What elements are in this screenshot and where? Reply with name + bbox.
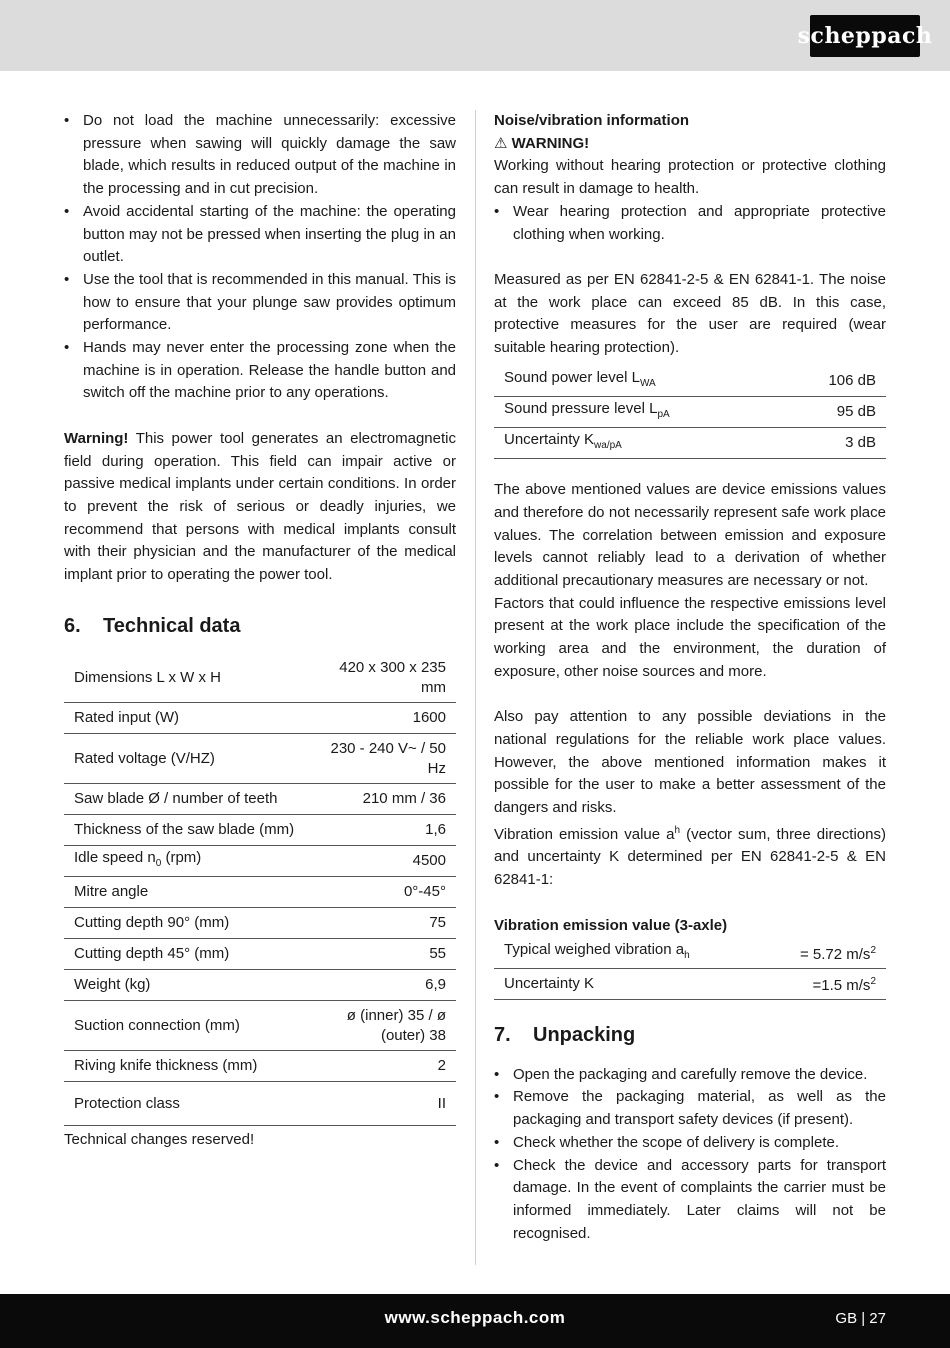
label-text: Sound pressure level L xyxy=(504,400,658,418)
section-heading-unpacking xyxy=(494,1018,886,1052)
list-item xyxy=(64,110,456,201)
emission-paragraph-1: The above mentioned values are device emissions values and therefore do not necessarily represent safe work place values. The correlation between emission and exposure levels cannot reliably lead to a derivation of whether additional precautionary measures are necessary or not. xyxy=(494,481,886,590)
value-text: = 5.72 m/s xyxy=(799,945,871,963)
bullet-icon: • xyxy=(64,339,70,357)
table-cell-value: 95 dB xyxy=(781,397,886,428)
table-row xyxy=(64,734,456,784)
label-text: Sound power level L xyxy=(504,368,640,386)
table-row xyxy=(494,428,886,459)
table-cell-value: 2 xyxy=(306,1051,456,1082)
value-superscript: 2 xyxy=(870,975,876,987)
table-cell-value: 1,6 xyxy=(306,815,456,846)
vibration-text-rest: (vector sum, three directions) and uncertainty K determined per EN 62841-2-5 & EN 62841-1: xyxy=(494,825,886,889)
table-row xyxy=(494,397,886,428)
bullet-icon: • xyxy=(494,202,500,220)
noise-vibration-heading: Noise/vibration information xyxy=(494,112,690,129)
list-item xyxy=(494,1155,886,1246)
section-title: Unpacking xyxy=(533,1023,636,1046)
table-row xyxy=(64,784,456,815)
hearing-warning-text: Working without hearing protection or protective clothing can result in damage to health. xyxy=(494,157,886,198)
section-heading-technical-data xyxy=(64,609,456,643)
table-cell-label xyxy=(64,846,306,877)
table-cell-value: 3 dB xyxy=(781,428,886,459)
list-item xyxy=(64,201,456,269)
table-cell-value: II xyxy=(306,1082,456,1126)
table-cell-label: Cutting depth 45° (mm) xyxy=(64,939,306,970)
table-row xyxy=(64,815,456,846)
table-cell-label: Suction connection (mm) xyxy=(64,1001,306,1051)
list-item-text: Remove the packaging material, as well as the packaging and transport safety devices (if present). xyxy=(513,1088,886,1129)
list-item-text: Check the device and accessory parts for transport damage. In the event of complaints the carrier must be informed immediately. Later claims will not be recognised. xyxy=(513,1156,886,1242)
list-item-text: Wear hearing protection and appropriate protective clothing when working. xyxy=(513,202,886,243)
technical-changes-note: Technical changes reserved! xyxy=(64,1131,255,1149)
table-cell-label: Thickness of the saw blade (mm) xyxy=(64,815,306,846)
value-text: =1.5 m/s xyxy=(812,976,871,994)
table-cell-label: Cutting depth 90° (mm) xyxy=(64,908,306,939)
table-row xyxy=(64,939,456,970)
table-cell-value: ø (inner) 35 / ø (outer) 38 xyxy=(306,1001,456,1051)
list-item xyxy=(494,1086,886,1131)
list-item-text: Hands may never enter the processing zone when the machine is in operation. Release the handle button and switch off the machine prior to any operations. xyxy=(83,339,456,402)
section-number: 6. xyxy=(64,614,81,637)
table-cell-label xyxy=(494,937,761,968)
table-cell-value: 420 x 300 x 235 mm xyxy=(306,653,456,703)
bullet-icon: • xyxy=(64,112,70,129)
technical-data-table xyxy=(64,653,456,1127)
bullet-icon: • xyxy=(64,270,70,288)
table-cell-value xyxy=(761,937,886,968)
warning-heading-text: WARNING! xyxy=(511,134,590,152)
table-cell-label: Dimensions L x W x H xyxy=(64,653,306,703)
section-number: 7. xyxy=(494,1023,511,1046)
table-cell-value: 4500 xyxy=(306,846,456,877)
warning-triangle-icon: ⚠ xyxy=(494,134,508,152)
table-cell-label: Rated voltage (V/HZ) xyxy=(64,734,306,784)
table-cell-value: 230 - 240 V~ / 50 Hz xyxy=(306,734,456,784)
table-cell-label xyxy=(494,397,781,428)
list-item-text: Do not load the machine unnecessarily: excessive pressure when sawing will quickly damage the saw blade, which results in reduced output of the machine in the processing and in cut precision. xyxy=(83,112,456,198)
list-item xyxy=(494,1132,886,1155)
table-cell-label xyxy=(494,428,781,459)
unpacking-bullet-list xyxy=(494,1064,886,1246)
label-subscript: wa/pA xyxy=(594,440,622,452)
vibration-table-heading: Vibration emission value (3-axle) xyxy=(494,916,728,934)
table-cell-value: 106 dB xyxy=(781,366,886,397)
label-subscript: 0 xyxy=(155,858,162,870)
emission-paragraph-2: Factors that could influence the respective emissions level present at the work place include the specification of the working area and the environment, the duration of exposure, other noise sources and more. xyxy=(494,594,886,680)
table-cell-value: 75 xyxy=(306,908,456,939)
table-cell-label: Mitre angle xyxy=(64,877,306,908)
vibration-superscript: h xyxy=(674,824,681,836)
bullet-icon: • xyxy=(494,1088,500,1106)
table-cell-value: 6,9 xyxy=(306,970,456,1001)
section-title: Technical data xyxy=(103,614,241,637)
table-row xyxy=(64,1051,456,1082)
brand-logo: scheppach xyxy=(810,15,920,57)
measured-paragraph: Measured as per EN 62841-2-5 & EN 62841-1. The noise at the work place can exceed 85 dB. In this case, protective measures for the user are required (wear suitable hearing protection). xyxy=(494,270,886,357)
table-row xyxy=(64,846,456,877)
list-item-text: Use the tool that is recommended in this manual. This is how to ensure that your plunge saw provides optimum performance. xyxy=(83,270,456,334)
label-subscript: WA xyxy=(639,377,656,389)
table-cell-value xyxy=(761,968,886,999)
table-row xyxy=(64,908,456,939)
table-cell-label: Rated input (W) xyxy=(64,703,306,734)
right-column xyxy=(494,110,886,1245)
table-cell-label xyxy=(494,366,781,397)
label-text: Idle speed n xyxy=(74,849,156,867)
table-row xyxy=(494,937,886,968)
list-item-text: Check whether the scope of delivery is complete. xyxy=(513,1133,839,1151)
table-cell-value: 0°-45° xyxy=(306,877,456,908)
deviation-paragraph: Also pay attention to any possible deviations in the national regulations for the reliable work place values. However, the above mentioned information makes it possible for the user to make a better assessment of the dangers and risks. xyxy=(494,708,886,817)
label-suffix: (rpm) xyxy=(161,849,202,867)
website-link[interactable]: www.scheppach.com xyxy=(384,1308,566,1327)
page-number: GB | 27 xyxy=(835,1310,886,1327)
table-cell-value: 55 xyxy=(306,939,456,970)
vibration-values-table xyxy=(494,937,886,1000)
vibration-text: Vibration emission value a xyxy=(494,825,675,843)
table-row xyxy=(64,703,456,734)
table-row xyxy=(494,366,886,397)
hearing-bullet-list xyxy=(494,201,886,246)
table-cell-label xyxy=(494,968,761,999)
label-subscript: h xyxy=(684,949,690,961)
list-item-text: Avoid accidental starting of the machine: the operating button may not be pressed when inserting the plug in an outlet. xyxy=(83,202,456,266)
noise-values-table xyxy=(494,366,886,460)
table-row xyxy=(64,877,456,908)
table-cell-label: Weight (kg) xyxy=(64,970,306,1001)
table-cell-label: Protection class xyxy=(64,1082,306,1126)
emf-warning-paragraph xyxy=(64,428,456,587)
table-row xyxy=(64,1001,456,1051)
value-superscript: 2 xyxy=(870,944,876,956)
safety-bullet-list xyxy=(64,110,456,405)
warning-label: Warning! xyxy=(64,429,129,447)
table-cell-label: Saw blade Ø / number of teeth xyxy=(64,784,306,815)
warning-heading xyxy=(494,133,886,156)
list-item xyxy=(64,269,456,337)
table-row xyxy=(64,970,456,1001)
list-item-text: Open the packaging and carefully remove the device. xyxy=(513,1065,868,1083)
list-item xyxy=(494,1064,886,1087)
page-footer xyxy=(0,1294,950,1348)
table-row xyxy=(64,653,456,703)
column-divider xyxy=(475,110,476,1265)
table-cell-label: Riving knife thickness (mm) xyxy=(64,1051,306,1082)
label-subscript: pA xyxy=(657,409,670,421)
table-cell-value: 210 mm / 36 xyxy=(306,784,456,815)
label-text: Uncertainty K xyxy=(504,431,595,449)
label-text: Typical weighed vibration a xyxy=(504,940,685,958)
vibration-paragraph xyxy=(494,820,886,892)
label-text: Uncertainty K xyxy=(504,974,595,992)
bullet-icon: • xyxy=(494,1156,500,1174)
table-row xyxy=(64,1082,456,1126)
list-item xyxy=(64,337,456,405)
list-item xyxy=(494,201,886,246)
bullet-icon: • xyxy=(64,202,70,220)
bullet-icon: • xyxy=(494,1133,500,1151)
table-cell-value: 1600 xyxy=(306,703,456,734)
warning-text: This power tool generates an electromagnetic field during operation. This field can impair active or passive medical implants under certain conditions. In order to prevent the risk of serious or deadly injuries, we recommend that persons with medical implants consult with their physician and the manufacturer of the medical implant prior to operating the power tool. xyxy=(64,429,456,584)
left-column xyxy=(64,110,456,1152)
table-row xyxy=(494,968,886,999)
bullet-icon: • xyxy=(494,1065,500,1083)
